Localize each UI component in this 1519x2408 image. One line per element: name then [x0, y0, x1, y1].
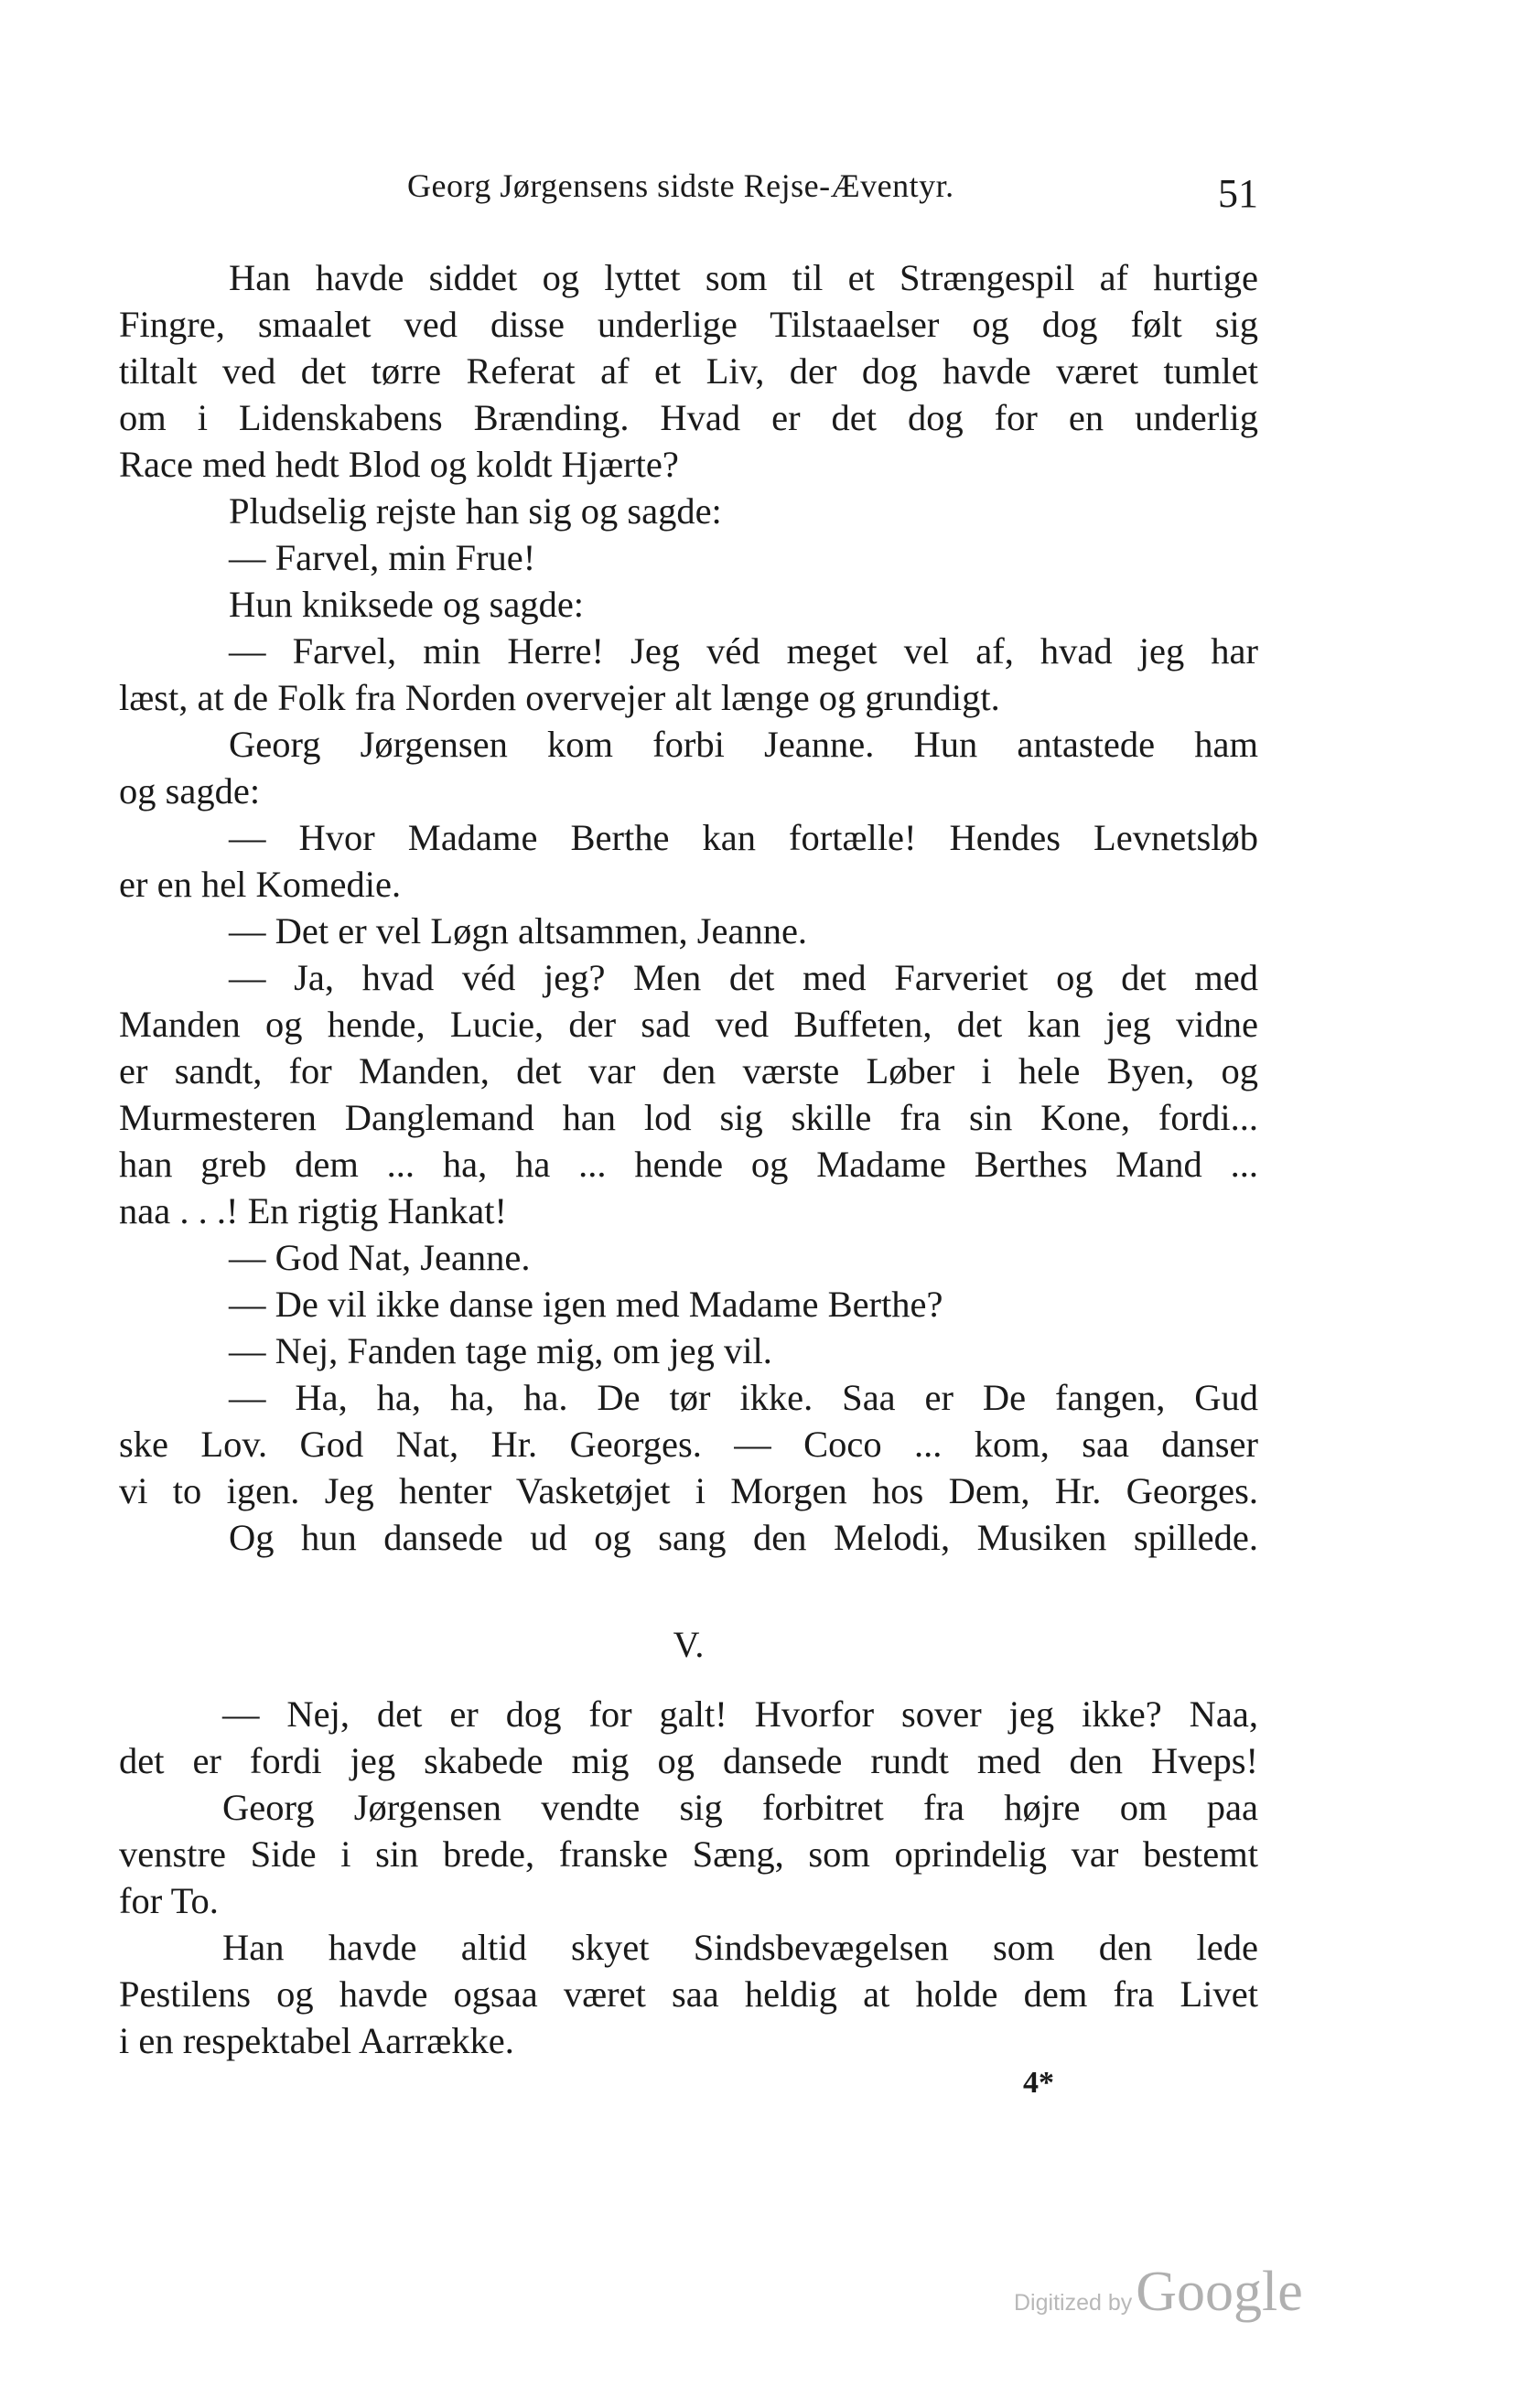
text-line: i en respektabel Aarrække.: [119, 2020, 514, 2061]
dialogue-line: — God Nat, Jeanne.: [229, 1237, 531, 1278]
google-watermark: [1014, 2260, 1303, 2325]
text-line: Han havde altid skyet Sindsbevægelsen som den lede: [222, 1927, 1258, 1968]
text-line: naa . . .! En rigtig Hankat!: [119, 1190, 507, 1231]
text-line: ske Lov. God Nat, Hr. Georges. — Coco ... kom, saa danser: [119, 1424, 1258, 1465]
page-number: 51: [1218, 171, 1258, 216]
text-line: han greb dem ... ha, ha ... hende og Madame Berthes Mand ...: [119, 1144, 1258, 1185]
text-line: vi to igen. Jeg henter Vasketøjet i Morgen hos Dem, Hr. Georges.: [119, 1470, 1258, 1511]
watermark-prefix: Digitized by: [1014, 2290, 1133, 2316]
text-line: det er fordi jeg skabede mig og dansede rundt med den Hveps!: [119, 1740, 1258, 1781]
text-line: Pestilens og havde ogsaa været saa heldig at holde dem fra Livet: [119, 1973, 1258, 2015]
section-heading: V.: [673, 1624, 705, 1665]
text-line: Manden og hende, Lucie, der sad ved Buffeten, det kan jeg vidne: [119, 1004, 1258, 1045]
text-line: Georg Jørgensen kom forbi Jeanne. Hun antastede ham: [229, 724, 1258, 765]
text-line: venstre Side i sin brede, franske Sæng, som oprindelig var bestemt: [119, 1833, 1258, 1875]
google-logo: Google: [1136, 2261, 1303, 2323]
signature-mark: 4*: [1023, 2066, 1054, 2100]
text-line: for To.: [119, 1880, 219, 1921]
dialogue-line: — Nej, Fanden tage mig, om jeg vil.: [229, 1330, 772, 1371]
running-header: [119, 167, 1258, 221]
text-line: Hun kniksede og sagde:: [229, 584, 585, 625]
section-two-text: [119, 1691, 1258, 2064]
text-line: er en hel Komedie.: [119, 864, 402, 905]
text-line: Murmesteren Danglemand han lod sig skille fra sin Kone, fordi...: [119, 1097, 1258, 1138]
running-title: Georg Jørgensens sidste Rejse-Æventyr.: [407, 167, 954, 204]
dialogue-line: — Ja, hvad véd jeg? Men det med Farveriet og det med: [229, 957, 1258, 998]
text-line: er sandt, for Manden, det var den værste Løber i hele Byen, og: [119, 1050, 1258, 1091]
text-line: og sagde:: [119, 770, 261, 812]
section-one-text: [119, 254, 1258, 1561]
dialogue-line: — De vil ikke danse igen med Madame Berthe?: [229, 1284, 943, 1325]
dialogue-line: — Nej, det er dog for galt! Hvorfor sover jeg ikke? Naa,: [222, 1693, 1258, 1735]
text-line: Pludselig rejste han sig og sagde:: [229, 490, 722, 532]
text-line: Og hun dansede ud og sang den Melodi, Musiken spillede.: [229, 1517, 1258, 1558]
dialogue-line: — Farvel, min Herre! Jeg véd meget vel af, hvad jeg har: [229, 630, 1258, 672]
text-line: om i Lidenskabens Brænding. Hvad er det dog for en underlig: [119, 397, 1258, 438]
text-line: Han havde siddet og lyttet som til et Strængespil af hurtige: [229, 257, 1258, 298]
text-line: Georg Jørgensen vendte sig forbitret fra højre om paa: [222, 1787, 1258, 1828]
text-line: Race med hedt Blod og koldt Hjærte?: [119, 444, 679, 485]
text-line: læst, at de Folk fra Norden overvejer alt længe og grundigt.: [119, 677, 1000, 718]
text-line: tiltalt ved det tørre Referat af et Liv, der dog havde været tumlet: [119, 350, 1258, 392]
text-line: Fingre, smaalet ved disse underlige Tilstaaelser og dog følt sig: [119, 304, 1258, 345]
dialogue-line: — Det er vel Løgn altsammen, Jeanne.: [229, 910, 808, 951]
dialogue-line: — Hvor Madame Berthe kan fortælle! Hendes Levnetsløb: [229, 817, 1258, 858]
dialogue-line: — Farvel, min Frue!: [229, 537, 536, 578]
dialogue-line: — Ha, ha, ha, ha. De tør ikke. Saa er De fangen, Gud: [229, 1377, 1258, 1418]
